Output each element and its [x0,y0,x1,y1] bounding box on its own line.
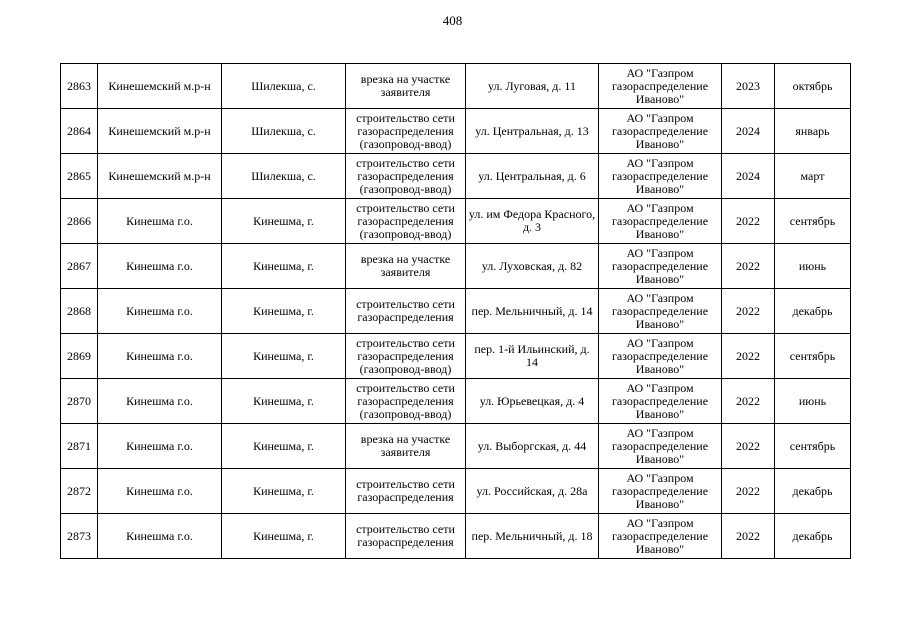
table-row [61,469,851,514]
month-cell: сентябрь [775,199,851,244]
table-row [61,424,851,469]
table-container [60,63,850,556]
month-cell: июнь [775,379,851,424]
organization-cell: АО "Газпром газораспределение Иваново" [599,514,722,559]
month-cell: январь [775,109,851,154]
settlement-cell: Кинешма, г. [222,424,346,469]
year-cell: 2024 [722,109,775,154]
table-row [61,334,851,379]
row-number: 2870 [61,379,98,424]
address-cell: ул. им Федора Красного, д. 3 [466,199,599,244]
table-row [61,379,851,424]
settlement-cell: Шилекша, с. [222,154,346,199]
address-cell: пер. 1-й Ильинский, д. 14 [466,334,599,379]
month-cell: декабрь [775,289,851,334]
work-type-cell: строительство сети газораспределения (газопровод-ввод) [346,154,466,199]
table-row [61,154,851,199]
organization-cell: АО "Газпром газораспределение Иваново" [599,469,722,514]
month-cell: декабрь [775,514,851,559]
work-type-cell: строительство сети газораспределения [346,469,466,514]
district-cell: Кинешма г.о. [98,469,222,514]
district-cell: Кинешма г.о. [98,334,222,379]
address-cell: ул. Выборгская, д. 44 [466,424,599,469]
organization-cell: АО "Газпром газораспределение Иваново" [599,379,722,424]
page-number: 408 [442,13,463,28]
work-type-cell: строительство сети газораспределения (газопровод-ввод) [346,109,466,154]
year-cell: 2022 [722,379,775,424]
organization-cell: АО "Газпром газораспределение Иваново" [599,334,722,379]
year-cell: 2022 [722,424,775,469]
settlement-cell: Кинешма, г. [222,379,346,424]
district-cell: Кинешма г.о. [98,289,222,334]
address-cell: ул. Луговая, д. 11 [466,64,599,109]
work-type-cell: врезка на участке заявителя [346,64,466,109]
table-row [61,514,851,559]
year-cell: 2022 [722,244,775,289]
organization-cell: АО "Газпром газораспределение Иваново" [599,199,722,244]
month-cell: сентябрь [775,424,851,469]
month-cell: декабрь [775,469,851,514]
settlement-cell: Кинешма, г. [222,469,346,514]
address-cell: ул. Российская, д. 28а [466,469,599,514]
district-cell: Кинешма г.о. [98,244,222,289]
work-type-cell: строительство сети газораспределения (газопровод-ввод) [346,379,466,424]
row-number: 2872 [61,469,98,514]
work-type-cell: строительство сети газораспределения (газопровод-ввод) [346,199,466,244]
month-cell: июнь [775,244,851,289]
month-cell: сентябрь [775,334,851,379]
district-cell: Кинешма г.о. [98,514,222,559]
table-row [61,199,851,244]
settlement-cell: Кинешма, г. [222,244,346,289]
district-cell: Кинешемский м.р-н [98,154,222,199]
month-cell: октябрь [775,64,851,109]
organization-cell: АО "Газпром газораспределение Иваново" [599,64,722,109]
address-cell: ул. Юрьевецкая, д. 4 [466,379,599,424]
organization-cell: АО "Газпром газораспределение Иваново" [599,109,722,154]
year-cell: 2022 [722,334,775,379]
row-number: 2864 [61,109,98,154]
row-number: 2871 [61,424,98,469]
work-type-cell: строительство сети газораспределения (газопровод-ввод) [346,334,466,379]
organization-cell: АО "Газпром газораспределение Иваново" [599,244,722,289]
settlement-cell: Кинешма, г. [222,334,346,379]
district-cell: Кинешемский м.р-н [98,64,222,109]
month-cell: март [775,154,851,199]
table-row [61,244,851,289]
work-type-cell: строительство сети газораспределения [346,289,466,334]
settlement-cell: Кинешма, г. [222,289,346,334]
address-cell: ул. Центральная, д. 13 [466,109,599,154]
row-number: 2866 [61,199,98,244]
year-cell: 2022 [722,199,775,244]
organization-cell: АО "Газпром газораспределение Иваново" [599,424,722,469]
work-type-cell: врезка на участке заявителя [346,424,466,469]
district-cell: Кинешемский м.р-н [98,109,222,154]
row-number: 2865 [61,154,98,199]
organization-cell: АО "Газпром газораспределение Иваново" [599,289,722,334]
settlement-cell: Шилекша, с. [222,109,346,154]
table-row [61,289,851,334]
year-cell: 2022 [722,469,775,514]
row-number: 2863 [61,64,98,109]
year-cell: 2022 [722,289,775,334]
row-number: 2869 [61,334,98,379]
settlement-cell: Кинешма, г. [222,514,346,559]
district-cell: Кинешма г.о. [98,199,222,244]
address-cell: пер. Мельничный, д. 18 [466,514,599,559]
district-cell: Кинешма г.о. [98,424,222,469]
row-number: 2867 [61,244,98,289]
year-cell: 2024 [722,154,775,199]
work-type-cell: строительство сети газораспределения [346,514,466,559]
address-cell: пер. Мельничный, д. 14 [466,289,599,334]
settlement-cell: Шилекша, с. [222,64,346,109]
row-number: 2873 [61,514,98,559]
district-cell: Кинешма г.о. [98,379,222,424]
settlement-cell: Кинешма, г. [222,199,346,244]
row-number: 2868 [61,289,98,334]
table-row [61,64,851,109]
work-type-cell: врезка на участке заявителя [346,244,466,289]
table-row [61,109,851,154]
gasification-table [60,63,851,559]
year-cell: 2022 [722,514,775,559]
address-cell: ул. Луховская, д. 82 [466,244,599,289]
organization-cell: АО "Газпром газораспределение Иваново" [599,154,722,199]
year-cell: 2023 [722,64,775,109]
address-cell: ул. Центральная, д. 6 [466,154,599,199]
